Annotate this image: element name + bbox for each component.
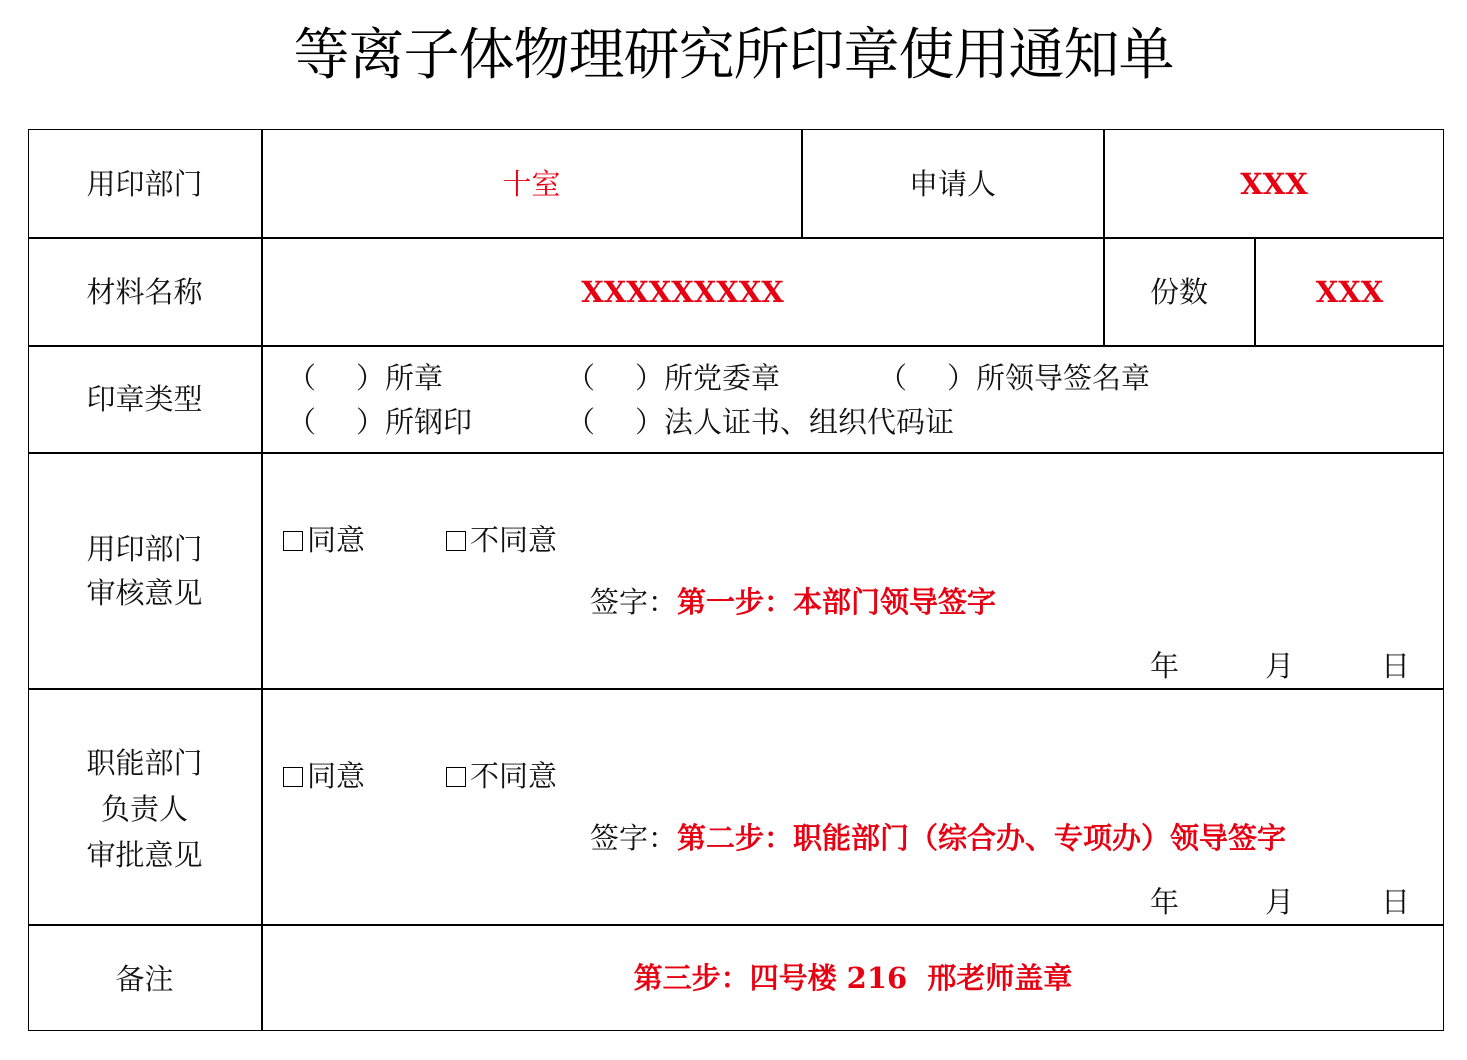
checkbox-icon[interactable] [446, 767, 466, 787]
close-paren: ） [635, 405, 665, 439]
disagree-label: 不同意 [470, 759, 558, 793]
checkbox-icon[interactable] [283, 531, 303, 551]
sign-step: 第二步：职能部门（综合办、专项办）领导签字 [677, 821, 1287, 855]
open-paren: （ [566, 361, 596, 395]
seal-option-steel-seal[interactable] [287, 402, 472, 442]
close-paren: ） [356, 361, 386, 395]
column-divider [1103, 129, 1105, 345]
functional-approval-agree[interactable] [283, 756, 365, 796]
open-paren: （ [287, 405, 317, 439]
material-label: 材料名称 [86, 275, 203, 309]
option-label: 法人证书、组织代码证 [664, 405, 955, 439]
material-value[interactable]: XXXXXXXXX [581, 275, 784, 309]
close-paren: ） [356, 405, 386, 439]
seal-option-institute[interactable] [287, 358, 443, 398]
functional-approval-day[interactable]: 日 [1381, 885, 1411, 919]
remarks-note[interactable]: 第三步：四号楼 216 邢老师盖章 [633, 961, 1073, 995]
functional-approval-month[interactable]: 月 [1265, 885, 1295, 919]
disagree-label: 不同意 [470, 523, 558, 557]
sign-prefix: 签字： [590, 821, 678, 855]
functional-approval-disagree[interactable] [446, 756, 557, 796]
form-title: 等离子体物理研究所印章使用通知单 [293, 23, 1174, 88]
open-paren: （ [287, 361, 317, 395]
remarks-label: 备注 [115, 962, 174, 996]
dept-review-signature[interactable] [590, 582, 996, 622]
seal-option-party-committee[interactable] [566, 358, 780, 398]
close-paren: ） [947, 361, 977, 395]
functional-approval-year[interactable]: 年 [1150, 885, 1180, 919]
row-divider [28, 237, 1444, 239]
column-divider [261, 129, 263, 1031]
checkbox-icon[interactable] [283, 767, 303, 787]
close-paren: ） [635, 361, 665, 395]
agree-label: 同意 [307, 759, 366, 793]
dept-value[interactable]: 十室 [502, 167, 561, 201]
dept-review-month[interactable]: 月 [1265, 649, 1295, 683]
seal-option-legal-certificate[interactable] [566, 402, 954, 442]
applicant-value[interactable]: XXX [1240, 167, 1308, 201]
row-divider [28, 345, 1444, 347]
option-label: 所钢印 [385, 405, 473, 439]
dept-review-disagree[interactable] [446, 520, 557, 560]
option-label: 所章 [385, 361, 444, 395]
checkbox-icon[interactable] [446, 531, 466, 551]
agree-label: 同意 [307, 523, 366, 557]
dept-label: 用印部门 [86, 167, 203, 201]
copies-label: 份数 [1149, 275, 1208, 309]
seal-option-leader-signature[interactable] [878, 358, 1150, 398]
seal-type-label: 印章类型 [86, 382, 203, 416]
functional-approval-label: 职能部门 负责人 审批意见 [86, 746, 203, 872]
dept-review-year[interactable]: 年 [1150, 649, 1180, 683]
open-paren: （ [566, 405, 596, 439]
open-paren: （ [878, 361, 908, 395]
dept-review-label: 用印部门 审核意见 [86, 532, 203, 610]
dept-review-agree[interactable] [283, 520, 365, 560]
applicant-label: 申请人 [908, 167, 996, 201]
row-divider [28, 688, 1444, 690]
sign-prefix: 签字： [590, 585, 678, 619]
copies-value[interactable]: XXX [1315, 275, 1384, 309]
row-divider [28, 452, 1444, 454]
dept-review-day[interactable]: 日 [1381, 649, 1411, 683]
functional-approval-signature[interactable] [590, 818, 1286, 858]
option-label: 所党委章 [664, 361, 781, 395]
row-divider [28, 924, 1444, 926]
option-label: 所领导签名章 [976, 361, 1151, 395]
sign-step: 第一步：本部门领导签字 [677, 585, 997, 619]
